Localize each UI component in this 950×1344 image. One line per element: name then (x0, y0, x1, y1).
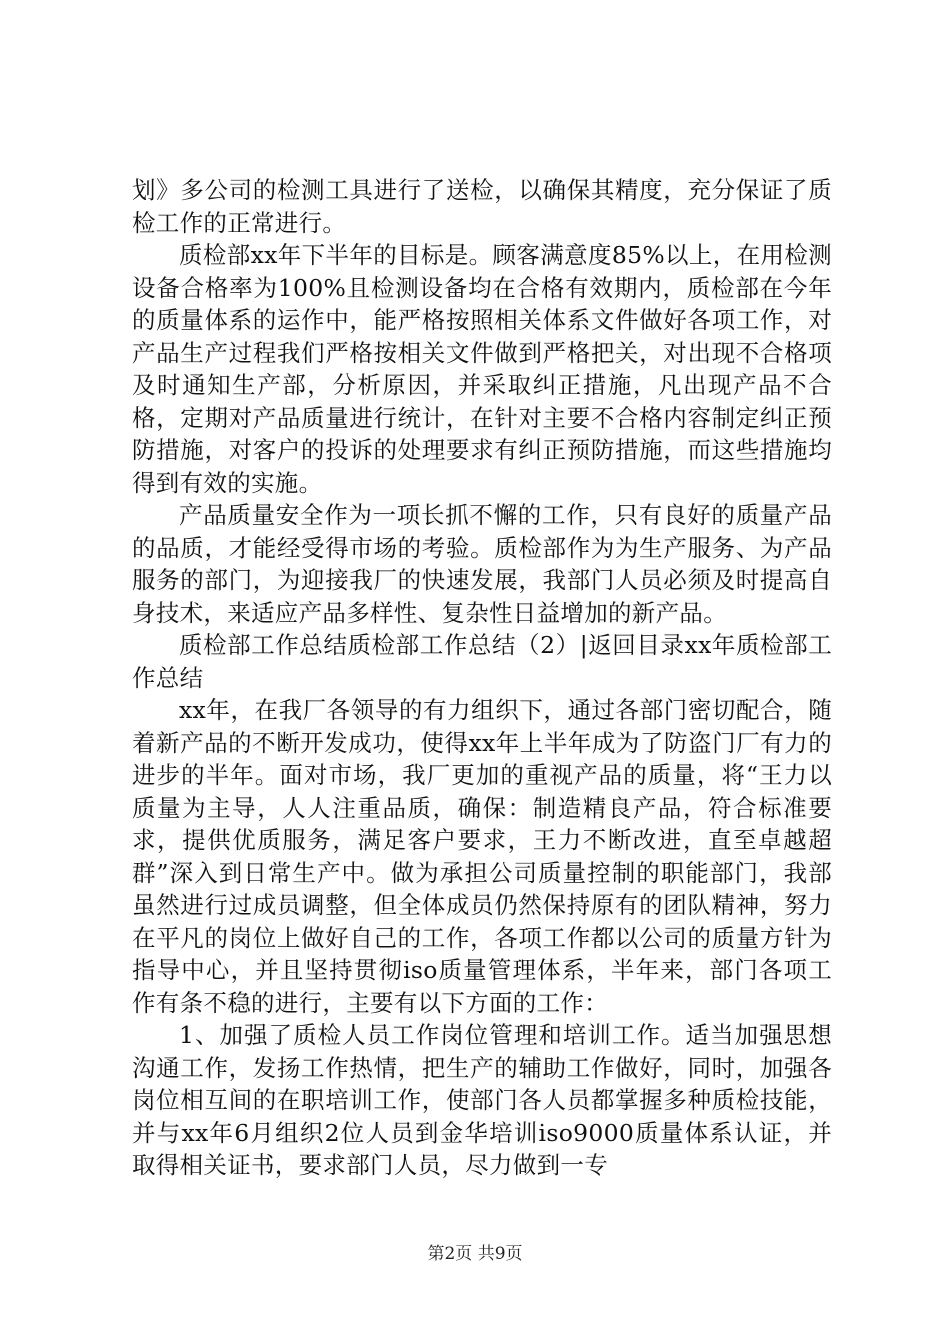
paragraph-goals: 质检部xx年下半年的目标是。顾客满意度85%以上，在用检测设备合格率为100%且检测设备均在合格有效期内，质检部在今年的质量体系的运作中，能严格按照相关体系文件做好各项工作，对产品生产过程我们严格按相关文件做到严格把关，对出现不合格项及时通知生产部，分析原因，并采取纠正措施，凡出现产品不合格，定期对产品质量进行统计，在针对主要不合格内容制定纠正预防措施，对客户的投诉的处理要求有纠正预防措施，而这些措施均得到有效的实施。 (132, 241, 832, 497)
page-number-footer: 第2页 共9页 (427, 1244, 523, 1264)
paragraph-continuation: 划》多公司的检测工具进行了送检，以确保其精度，充分保证了质检工作的正常进行。 (132, 176, 832, 237)
paragraph-item-1: 1、加强了质检人员工作岗位管理和培训工作。适当加强思想沟通工作，发扬工作热情，把生产的辅助工作做好，同时，加强各岗位相互间的在职培训工作，使部门各人员都掌握多种质检技能，并与xx年6月组织2位人员到金华培训iso9000质量体系认证，并取得相关证书，要求部门人员，尽力做到一专 (132, 1021, 832, 1179)
paragraph-summary-intro: xx年，在我厂各领导的有力组织下，通过各部门密切配合，随着新产品的不断开发成功，使得xx年上半年成为了防盗门厂有力的进步的半年。面对市场，我厂更加的重视产品的质量，将“王力以质量为主导，人人注重品质，确保：制造精良产品，符合标准要求，提供优质服务，满足客户要求，王力不断改进，直至卓越超群”深入到日常生产中。做为承担公司质量控制的职能部门，我部虽然进行过成员调整，但全体成员仍然保持原有的团队精神，努力在平凡的岗位上做好自己的工作，各项工作都以公司的质量方针为指导中心，并且坚持贯彻iso质量管理体系，半年来，部门各项工作有条不稳的进行，主要有以下方面的工作： (132, 696, 832, 1017)
section-heading: 质检部工作总结质检部工作总结（2）|返回目录xx年质检部工作总结 (132, 631, 832, 692)
document-body (132, 174, 832, 1182)
paragraph-quality-safety: 产品质量安全作为一项长抓不懈的工作，只有良好的质量产品的品质，才能经受得市场的考验。质检部作为为生产服务、为产品服务的部门，为迎接我厂的快速发展，我部门人员必须及时提高自身技术，来适应产品多样性、复杂性日益增加的新产品。 (132, 501, 832, 627)
